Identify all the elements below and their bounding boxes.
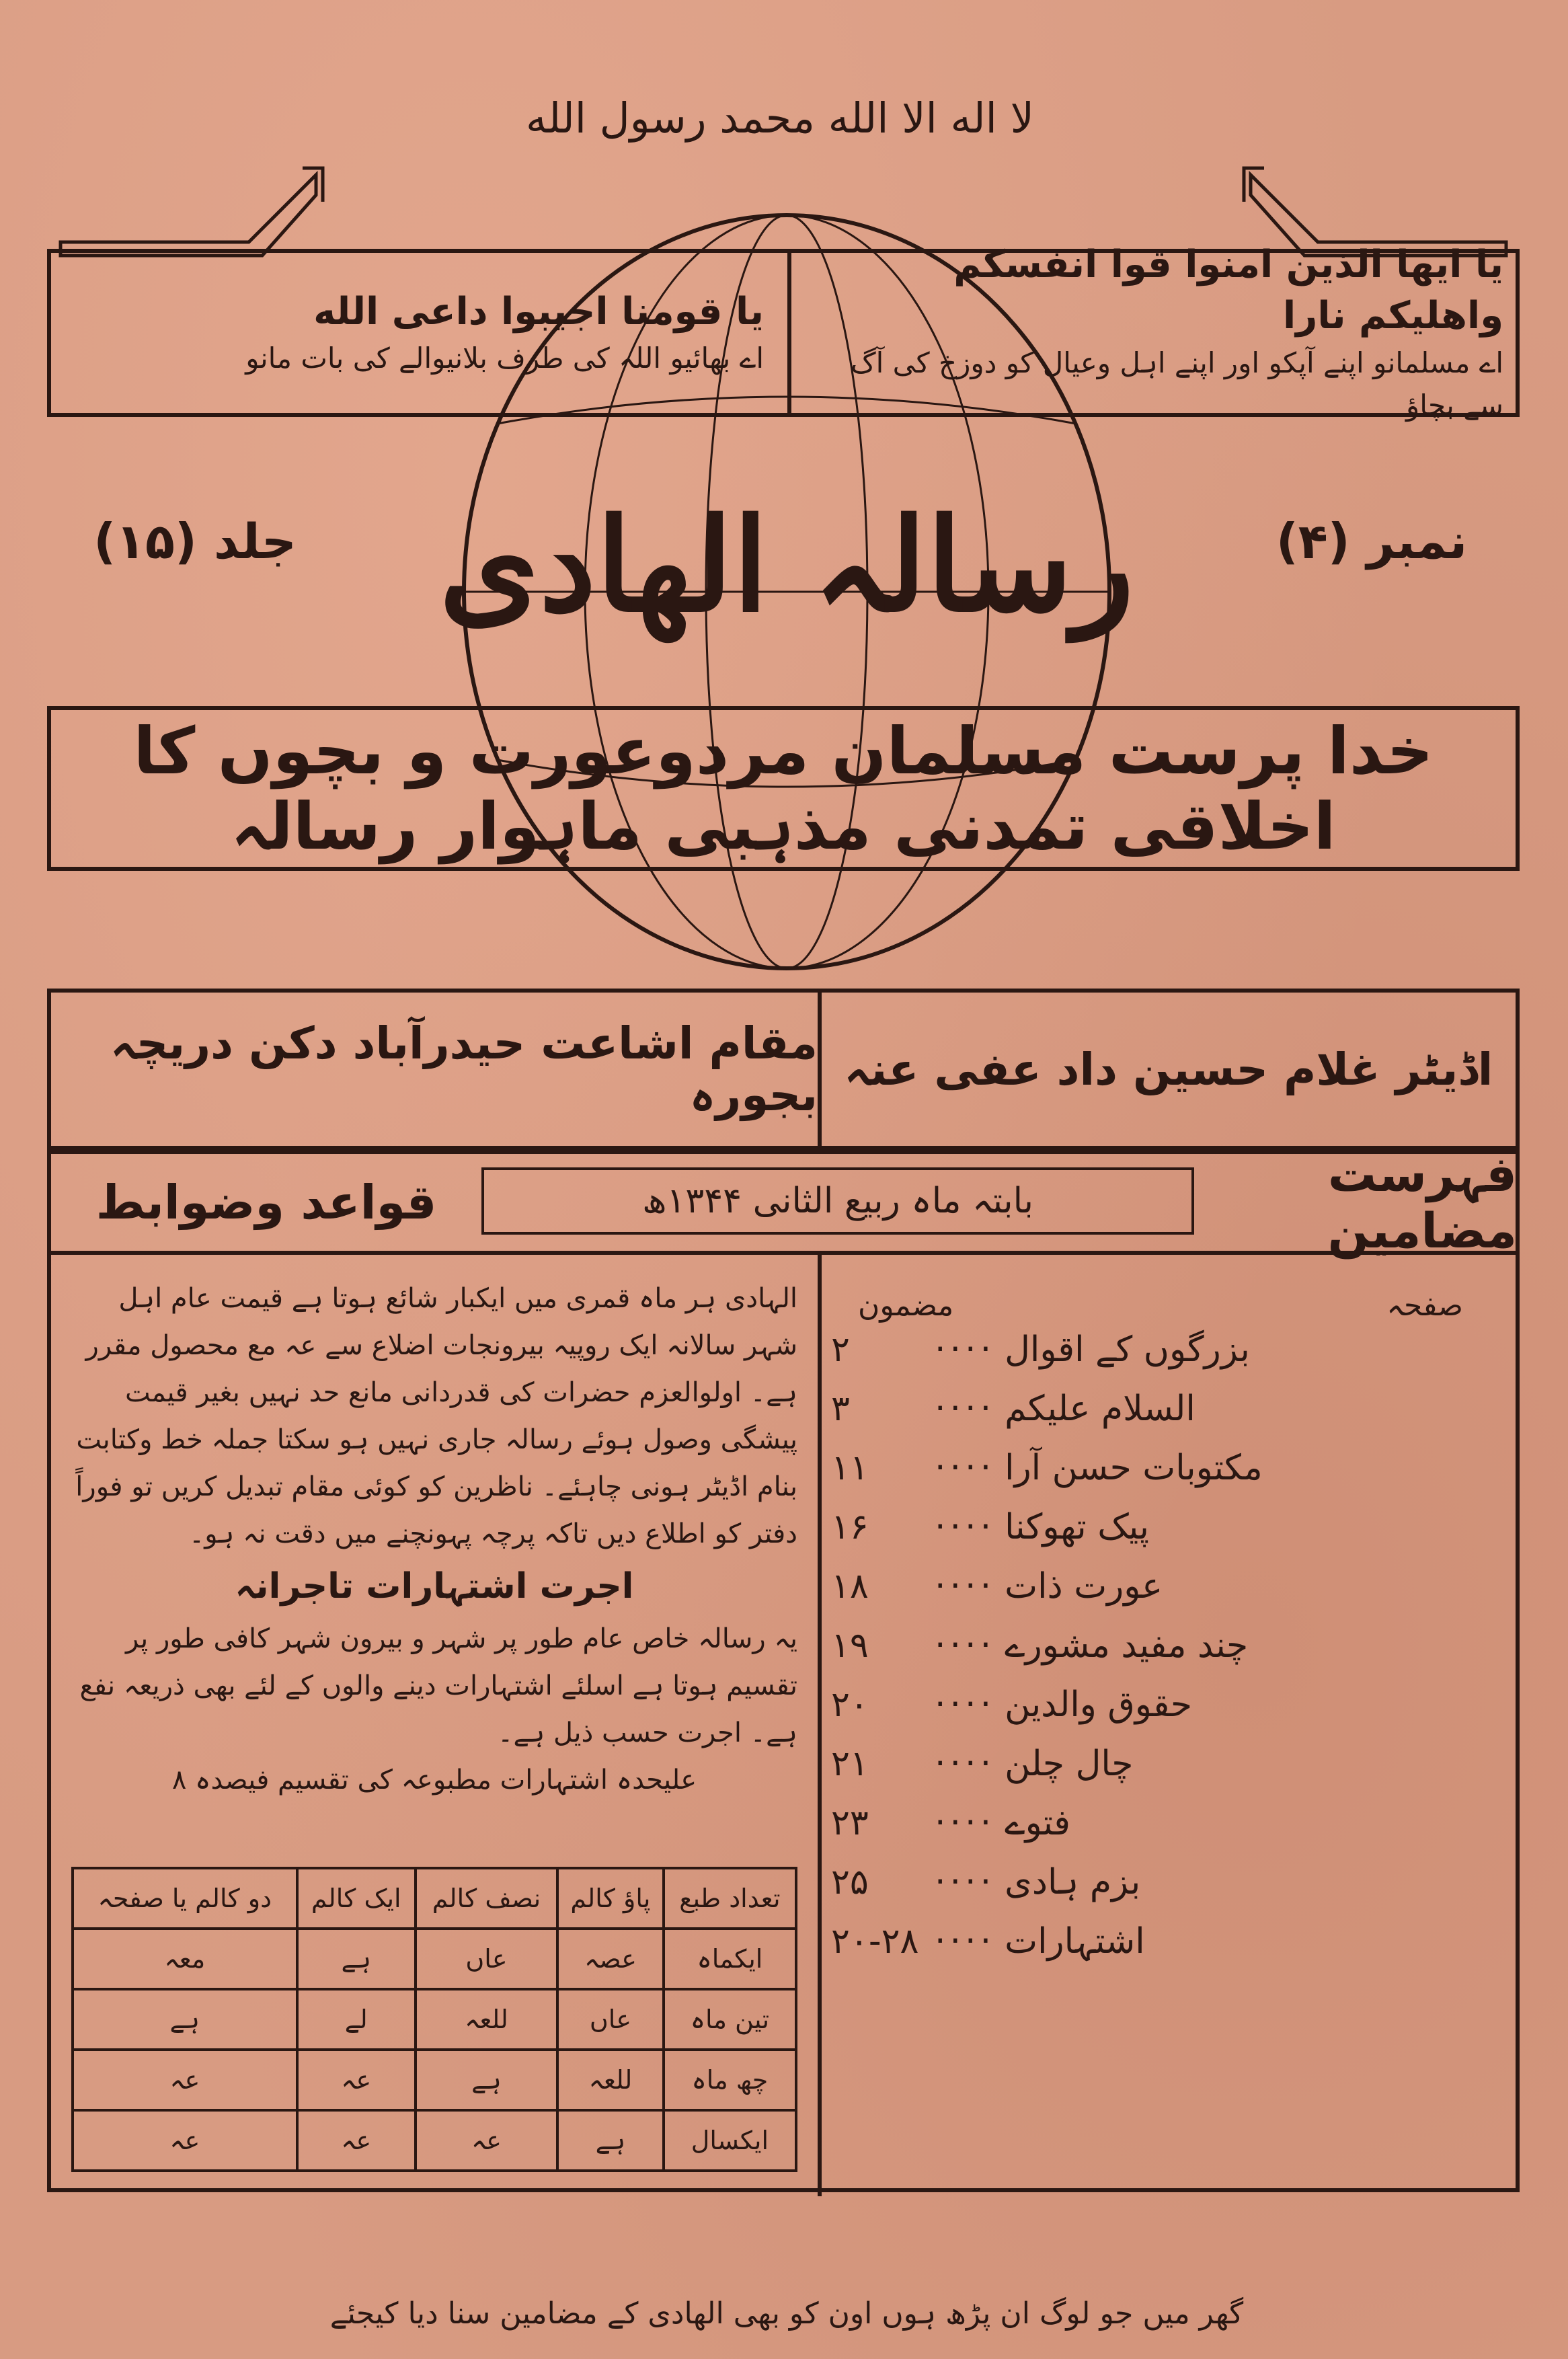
rate-table-cell: معہ — [73, 1929, 297, 1989]
toc-item-page: ۲۰-۲۸ — [831, 1921, 919, 1962]
rate-table-cell: تین ماہ — [664, 1989, 796, 2050]
rate-table-row — [73, 2110, 796, 2171]
contents-divider — [818, 1255, 822, 2196]
toc-item-dots: ···· — [935, 1862, 996, 1902]
rate-table-cell: ہے — [416, 2050, 557, 2110]
rate-table-cell: عاں — [416, 1929, 557, 1989]
rate-table-column-header: پاؤ کالم — [557, 1868, 664, 1929]
toc-item — [831, 1448, 1503, 1507]
toc-item — [831, 1566, 1503, 1625]
toc-item-dots: ···· — [935, 1921, 996, 1962]
motto-left-arabic: یا قومنا اجیبوا داعی الله — [313, 289, 764, 334]
toc-item — [831, 1507, 1503, 1566]
rate-table-column-header: نصف کالم — [416, 1868, 557, 1929]
rate-table-cell: عاں — [557, 1989, 664, 2050]
magazine-title: رسالہ الھادی — [439, 490, 1134, 640]
toc-header — [831, 1288, 1503, 1329]
toc-page-header: صفحہ — [1386, 1288, 1463, 1323]
toc-item-title: چند مفید مشورے — [1005, 1625, 1249, 1666]
toc-item-page: ۲۰ — [831, 1685, 869, 1725]
rate-table-column-header: دو کالم یا صفحہ — [73, 1868, 297, 1929]
toc-item-page: ۱۸ — [831, 1566, 869, 1607]
toc-item-title: پیک تھوکنا — [1005, 1507, 1149, 1547]
rate-table-column-header: تعداد طبع — [664, 1868, 796, 1929]
rate-table-cell: چھ ماہ — [664, 2050, 796, 2110]
rate-table-cell: للعہ — [416, 1989, 557, 2050]
rate-table-cell: للعہ — [557, 2050, 664, 2110]
toc-item-page: ۲۳ — [831, 1803, 869, 1843]
toc-list — [831, 1329, 1503, 1980]
tagline-box — [47, 706, 1520, 871]
toc-item — [831, 1921, 1503, 1980]
toc-item-dots: ···· — [935, 1389, 996, 1429]
toc-item — [831, 1744, 1503, 1803]
toc-item-dots: ···· — [935, 1803, 996, 1843]
toc-item-dots: ···· — [935, 1448, 996, 1488]
toc-item-title: اشتہارات — [1005, 1921, 1145, 1962]
rate-table-column-header: ایک کالم — [297, 1868, 416, 1929]
motto-right-translation: اے مسلمانو اپنے آپکو اور اپنے اہل وعیال کو دوزخ کی آگ سے بچاؤ — [851, 346, 1503, 422]
rules-column — [71, 1275, 797, 1804]
rate-table-cell: عہ — [73, 2050, 297, 2110]
rate-table-row — [73, 1989, 796, 2050]
rate-table-header — [73, 1868, 796, 1929]
toc-topic-header: مضمون — [858, 1288, 954, 1323]
toc-item-title: السلام علیکم — [1005, 1389, 1195, 1429]
motto-right — [791, 243, 1524, 422]
motto-right-arabic: یا ایھا الذین امنوا قوا انفسکم واھلیکم نارا — [953, 243, 1503, 338]
table-of-contents — [831, 1288, 1503, 1980]
editor-name: اڈیٹر غلام حسین داد عفی عنہ — [844, 1043, 1493, 1095]
rate-table-cell: لے — [297, 1989, 416, 2050]
toc-item-dots: ···· — [935, 1507, 996, 1547]
motto-left — [51, 253, 784, 413]
toc-item — [831, 1389, 1503, 1448]
issue-month: بابتہ ماہ ربیع الثانی ۱۳۴۴ھ — [481, 1167, 1194, 1235]
toc-item-title: چال چلن — [1005, 1744, 1134, 1784]
footer-note: گھر میں جو لوگ ان پڑھ ہوں اون کو بھی الھادی کے مضامین سنا دیا کیجئے — [329, 2296, 1244, 2331]
ads-heading: اجرت اشتہارات تاجرانہ — [235, 1566, 634, 1607]
motto-left-translation: اے بھائیو اللہ کی طرف بلانیوالے کی بات مانو — [245, 342, 764, 375]
rate-table-cell: عہ — [416, 2110, 557, 2171]
toc-item — [831, 1625, 1503, 1685]
toc-item-title: عورت ذات — [1005, 1566, 1163, 1607]
toc-item-title: بزم ہادی — [1005, 1862, 1141, 1902]
toc-item-page: ۱۱ — [831, 1448, 869, 1488]
rate-table-cell: عصہ — [557, 1929, 664, 1989]
toc-item-dots: ···· — [935, 1625, 996, 1666]
info-divider — [818, 993, 822, 1146]
toc-item-page: ۳ — [831, 1389, 850, 1429]
shahada-header: لا اله الا الله محمد رسول الله — [526, 93, 1034, 143]
tagline: خدا پرست مسلمان مردوعورت و بچوں کا اخلاقی تمدنی مذہبی ماہوار رسالہ — [133, 713, 1434, 864]
publication-place: مقام اشاعت حیدرآباد دکن دریچہ بجورہ — [110, 1017, 818, 1121]
toc-item-title: حقوق والدین — [1005, 1685, 1193, 1725]
toc-item — [831, 1685, 1503, 1744]
toc-item-title: فتوے — [1005, 1803, 1071, 1843]
rate-table-cell: ایکماہ — [664, 1929, 796, 1989]
rate-table-row — [73, 1929, 796, 1989]
rules-paragraph-2: یہ رسالہ خاص عام طور پر شہر و بیرون شہر کافی طور پر تقسیم ہوتا ہے اسلئے اشتہارات دینے والوں کے لئے بھی ذریعہ نفع ہے۔ اجرت حسب ذیل ہے۔ — [79, 1623, 797, 1748]
toc-item — [831, 1329, 1503, 1389]
toc-item-page: ۲۵ — [831, 1862, 869, 1902]
issue-number: نمبر (۴) — [1276, 513, 1468, 570]
toc-item-title: مکتوبات حسن آرا — [1005, 1448, 1263, 1488]
toc-item-page: ۲ — [831, 1329, 850, 1370]
toc-item-page: ۲۱ — [831, 1744, 869, 1784]
toc-item-dots: ···· — [935, 1566, 996, 1607]
toc-item-dots: ···· — [935, 1329, 996, 1370]
contents-box — [47, 1146, 1520, 2192]
rules-paragraph-1: الہادی ہر ماہ قمری میں ایکبار شائع ہوتا ہے قیمت عام اہل شہر سالانہ ایک روپیہ بیرونجات اضلاع سے عہ مع محصول مقرر ہے۔ اولوالعزم حضرات کی قدردانی مانع حد نہیں بغیر قیمت پیشگی وصول ہوئے رسالہ جاری نہیں ہو سکتا جملہ خط وکتابت بنام اڈیٹر ہونی چاہئے۔ ناظرین کو کوئی مقام تبدیل کریں تو فوراً دفتر کو اطلاع دیں تاکہ پرچہ پہونچنے میں دقت نہ ہو۔ — [75, 1283, 797, 1549]
rules-heading: قواعد وضوابط — [95, 1175, 437, 1230]
rate-table-cell: ہے — [557, 2110, 664, 2171]
rate-table-body — [73, 1929, 796, 2171]
toc-item — [831, 1803, 1503, 1862]
toc-item — [831, 1862, 1503, 1921]
contents-heading: فہرست مضامین — [1327, 1146, 1517, 1259]
toc-item-dots: ···· — [935, 1744, 996, 1784]
ad-rate-table — [71, 1867, 797, 2172]
info-row — [47, 989, 1520, 1150]
rate-table-cell: ہے — [73, 1989, 297, 2050]
toc-item-page: ۱۹ — [831, 1625, 869, 1666]
contents-header-row — [51, 1146, 1517, 1259]
toc-item-dots: ···· — [935, 1685, 996, 1725]
rate-table-cell: ہے — [297, 1929, 416, 1989]
rate-table-row — [73, 2050, 796, 2110]
toc-item-page: ۱۶ — [831, 1507, 869, 1547]
rate-table-cell: ایکسال — [664, 2110, 796, 2171]
rate-table-cell: عہ — [297, 2050, 416, 2110]
rate-table-cell: عہ — [73, 2110, 297, 2171]
toc-item-title: بزرگوں کے اقوال — [1005, 1329, 1250, 1370]
volume-number: جلد (۱۵) — [93, 513, 297, 570]
motto-box — [47, 243, 1520, 422]
rate-table-cell: عہ — [297, 2110, 416, 2171]
rules-paragraph-3: علیحدہ اشتہارات مطبوعہ کی تقسیم فیصدہ ۸ — [171, 1765, 697, 1795]
